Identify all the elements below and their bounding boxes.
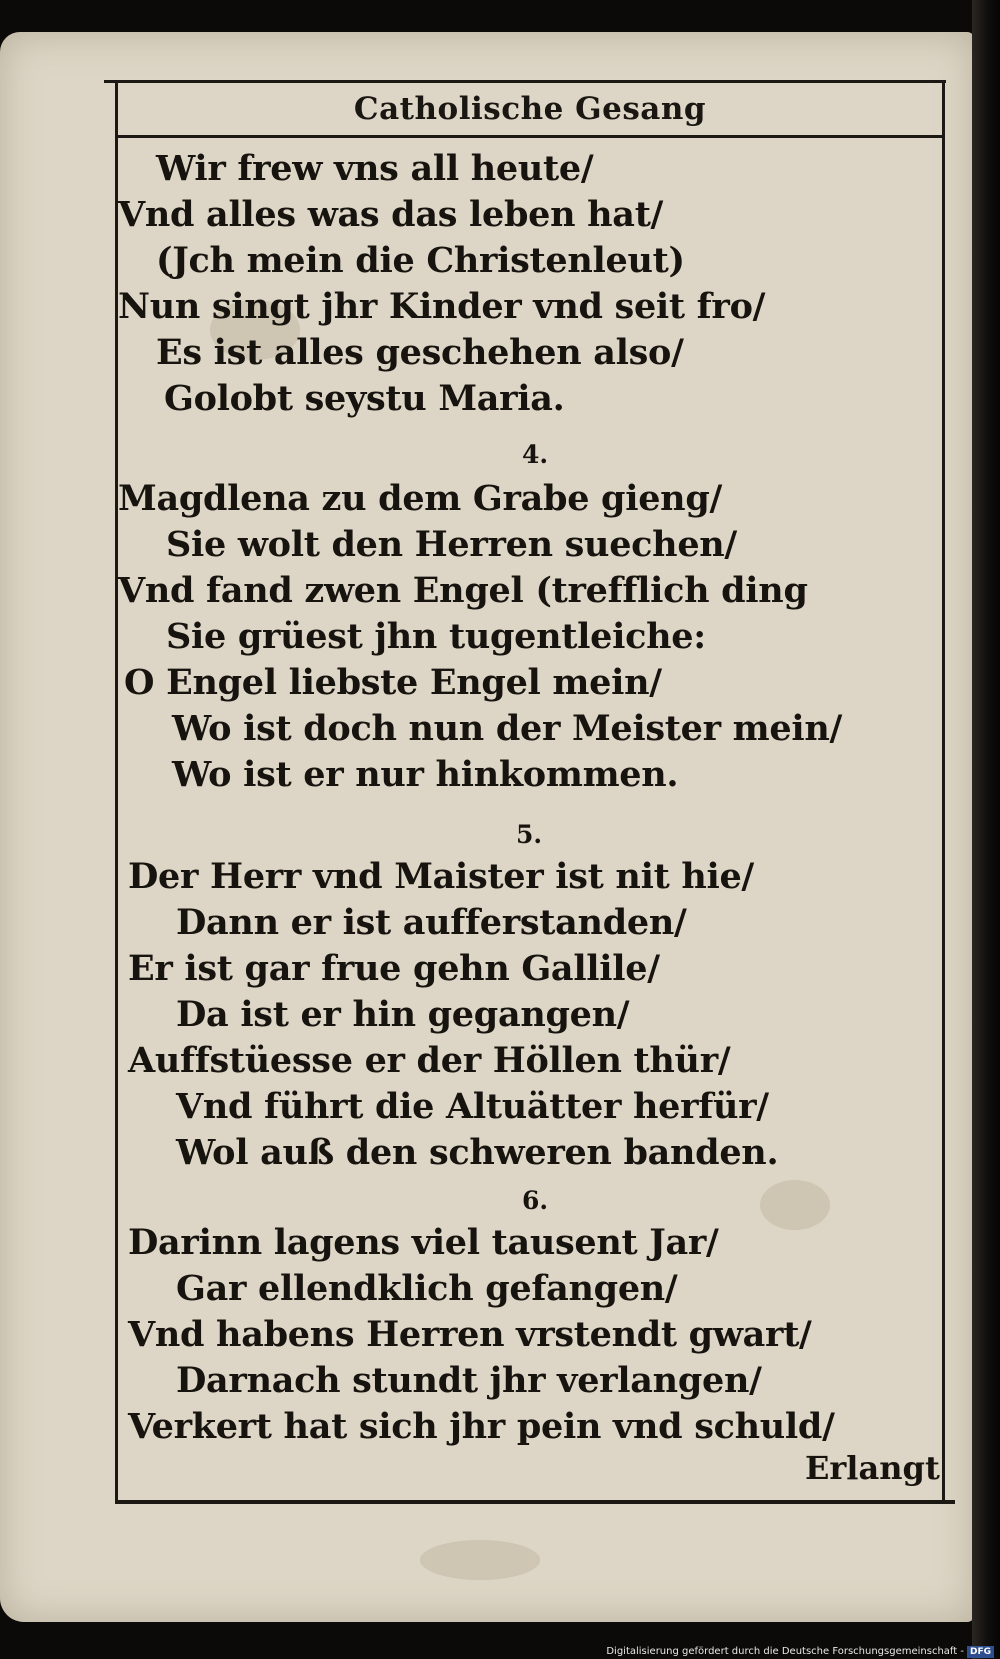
stanza-number: 5. [516,820,543,849]
paper-stain [760,1180,830,1230]
verse-line: Vnd fand zwen Engel (trefflich ding [118,570,808,611]
verse-line: Sie grüest jhn tugentleiche: [166,616,706,657]
running-header: Catholische Gesang [353,91,707,127]
paper-stain [420,1540,540,1580]
verse-line: Gar ellendklich gefangen/ [176,1268,678,1309]
frame-right-rule [942,80,945,1500]
verse-line: Er ist gar frue gehn Gallile/ [128,948,660,989]
verse-line: Wo ist doch nun der Meister mein/ [172,708,842,749]
verse-line: Golobt seystu Maria. [164,378,565,419]
verse-line: (Jch mein die Christenleut) [156,240,685,281]
verse-line: Darinn lagens viel tausent Jar/ [128,1222,719,1263]
header-rule [115,135,945,138]
verse-line: Der Herr vnd Maister ist nit hie/ [128,856,754,897]
verse-line: Es ist alles geschehen also/ [156,332,684,373]
verse-line: Darnach stundt jhr verlangen/ [176,1360,762,1401]
verse-line: Auffstüesse er der Höllen thür/ [128,1040,731,1081]
verse-line: Verkert hat sich jhr pein vnd schuld/ [128,1406,835,1447]
credit-text: Digitalisierung gefördert durch die Deutsche Forschungsgemeinschaft - [606,1646,964,1657]
verse-line: Dann er ist aufferstanden/ [176,902,687,943]
verse-line: Da ist er hin gegangen/ [176,994,630,1035]
verse-line: O Engel liebste Engel mein/ [124,662,662,703]
verse-line: Nun singt jhr Kinder vnd seit fro/ [118,286,766,327]
verse-line: Vnd alles was das leben hat/ [118,194,664,235]
catchword: Erlangt [805,1449,940,1487]
verse-line: Wir frew vns all heute/ [156,148,594,189]
frame-bottom-rule [115,1500,955,1504]
verse-line: Sie wolt den Herren suechen/ [166,524,737,565]
book-spine [972,0,1000,1659]
verse-line: Wol auß den schweren banden. [176,1132,779,1173]
verse-line: Vnd habens Herren vrstendt gwart/ [128,1314,812,1355]
stanza-number: 6. [522,1186,549,1215]
frame-top-rule [104,80,946,83]
digitization-credit [606,1645,994,1658]
dfg-logo: DFG [967,1646,994,1658]
verse-line: Vnd führt die Altuätter herfür/ [176,1086,769,1127]
stanza-number: 4. [522,440,549,469]
verse-line: Magdlena zu dem Grabe gieng/ [118,478,722,519]
verse-line: Wo ist er nur hinkommen. [172,754,679,795]
